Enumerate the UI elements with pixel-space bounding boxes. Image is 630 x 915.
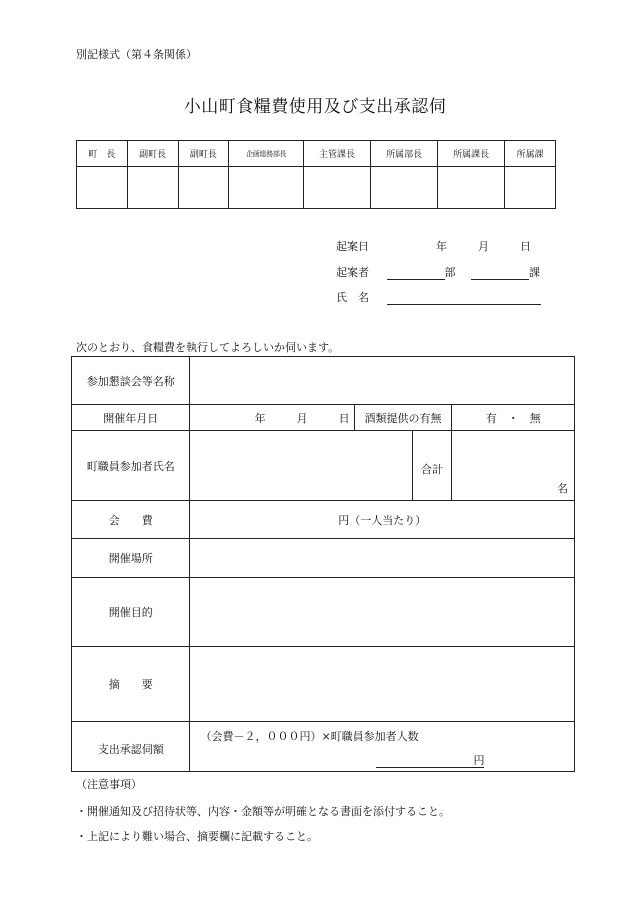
draft-date-label: 起案日 bbox=[336, 240, 369, 253]
drafter-section-field[interactable] bbox=[471, 267, 529, 280]
approval-header-section-chief: 主管課長 bbox=[303, 141, 370, 167]
venue-label: 開催場所 bbox=[72, 539, 190, 578]
alcohol-options[interactable]: 有 ・ 無 bbox=[452, 405, 575, 431]
approval-header-mayor: 町 長 bbox=[77, 141, 128, 167]
drafter-label: 起案者 bbox=[336, 266, 369, 279]
expense-unit: 円 bbox=[473, 754, 485, 767]
approval-header-deputy-mayor-2: 副町長 bbox=[178, 141, 229, 167]
expense-label: 支出承認伺額 bbox=[72, 722, 190, 772]
approval-header-division-chief: 所属課長 bbox=[438, 141, 505, 167]
draft-day: 日 bbox=[520, 240, 531, 253]
venue-field[interactable] bbox=[190, 539, 575, 578]
expense-form-table bbox=[71, 356, 575, 772]
intro-text: 次のとおり、食糧費を執行してよろしいか伺います。 bbox=[76, 341, 340, 354]
note-item: ・上記により難い場合、摘要欄に記載すること。 bbox=[76, 830, 318, 843]
date-field[interactable] bbox=[190, 405, 354, 431]
stamp-cell[interactable] bbox=[127, 167, 178, 209]
drafter-dept-suffix: 部 bbox=[444, 266, 456, 279]
approval-header-planning-director: 企画総務部長 bbox=[229, 141, 304, 167]
total-unit: 名 bbox=[557, 482, 568, 495]
alcohol-label: 酒類提供の有無 bbox=[354, 405, 452, 431]
stamp-cell[interactable] bbox=[229, 167, 304, 209]
summary-label: 摘 要 bbox=[72, 647, 190, 722]
name-row bbox=[336, 289, 541, 305]
approval-stamp-table bbox=[76, 140, 556, 209]
expense-field[interactable] bbox=[190, 722, 575, 772]
notes-heading: （注意事項） bbox=[76, 778, 142, 791]
approval-header-dept-director: 所属部長 bbox=[371, 141, 438, 167]
stamp-cell[interactable] bbox=[371, 167, 438, 209]
meeting-name-field[interactable] bbox=[190, 357, 575, 405]
row-fee bbox=[72, 501, 575, 539]
approval-header-deputy-mayor-1: 副町長 bbox=[127, 141, 178, 167]
approval-header-row bbox=[77, 141, 556, 167]
stamp-cell[interactable] bbox=[303, 167, 370, 209]
fee-field[interactable]: 円（一人当たり） bbox=[190, 501, 575, 539]
expense-formula: （会費－２，０００円）×町職員参加者人数 bbox=[200, 730, 419, 743]
drafter-section-suffix: 課 bbox=[529, 266, 540, 279]
summary-field[interactable] bbox=[190, 647, 575, 722]
staff-names-field[interactable] bbox=[190, 431, 412, 501]
stamp-cell[interactable] bbox=[178, 167, 229, 209]
purpose-label: 開催目的 bbox=[72, 578, 190, 647]
expense-amount-field[interactable] bbox=[376, 752, 484, 768]
draft-year: 年 bbox=[436, 240, 447, 253]
drafter-dept-field[interactable] bbox=[387, 267, 445, 280]
approval-stamp-row bbox=[77, 167, 556, 209]
total-label: 合計 bbox=[412, 431, 452, 501]
row-expense bbox=[72, 722, 575, 772]
drafter-row bbox=[336, 264, 540, 280]
stamp-cell[interactable] bbox=[505, 167, 556, 209]
name-label: 氏 名 bbox=[336, 291, 369, 304]
staff-label: 町職員参加者氏名 bbox=[72, 431, 190, 501]
note-item: ・開催通知及び招待状等、内容・金額等が明確となる書面を添付すること。 bbox=[76, 805, 450, 818]
purpose-field[interactable] bbox=[190, 578, 575, 647]
total-field[interactable] bbox=[452, 431, 575, 501]
approval-header-division: 所属課 bbox=[505, 141, 556, 167]
stamp-cell[interactable] bbox=[438, 167, 505, 209]
fee-label: 会 費 bbox=[72, 501, 190, 539]
name-field[interactable] bbox=[387, 292, 541, 305]
meeting-name-label: 参加懇談会等名称 bbox=[72, 357, 190, 405]
row-purpose bbox=[72, 578, 575, 647]
row-meeting-name bbox=[72, 357, 575, 405]
date-year: 年 bbox=[254, 411, 266, 425]
draft-date-row bbox=[336, 238, 531, 254]
draft-month: 月 bbox=[478, 240, 489, 253]
date-month: 月 bbox=[296, 411, 308, 425]
row-staff bbox=[72, 431, 575, 501]
page-title: 小山町食糧費使用及び支出承認伺 bbox=[183, 97, 447, 117]
form-reference: 別記様式（第４条関係） bbox=[76, 48, 197, 61]
date-label: 開催年月日 bbox=[72, 405, 190, 431]
row-summary bbox=[72, 647, 575, 722]
date-day: 日 bbox=[338, 411, 350, 425]
row-date bbox=[72, 405, 575, 431]
row-venue bbox=[72, 539, 575, 578]
stamp-cell[interactable] bbox=[77, 167, 128, 209]
